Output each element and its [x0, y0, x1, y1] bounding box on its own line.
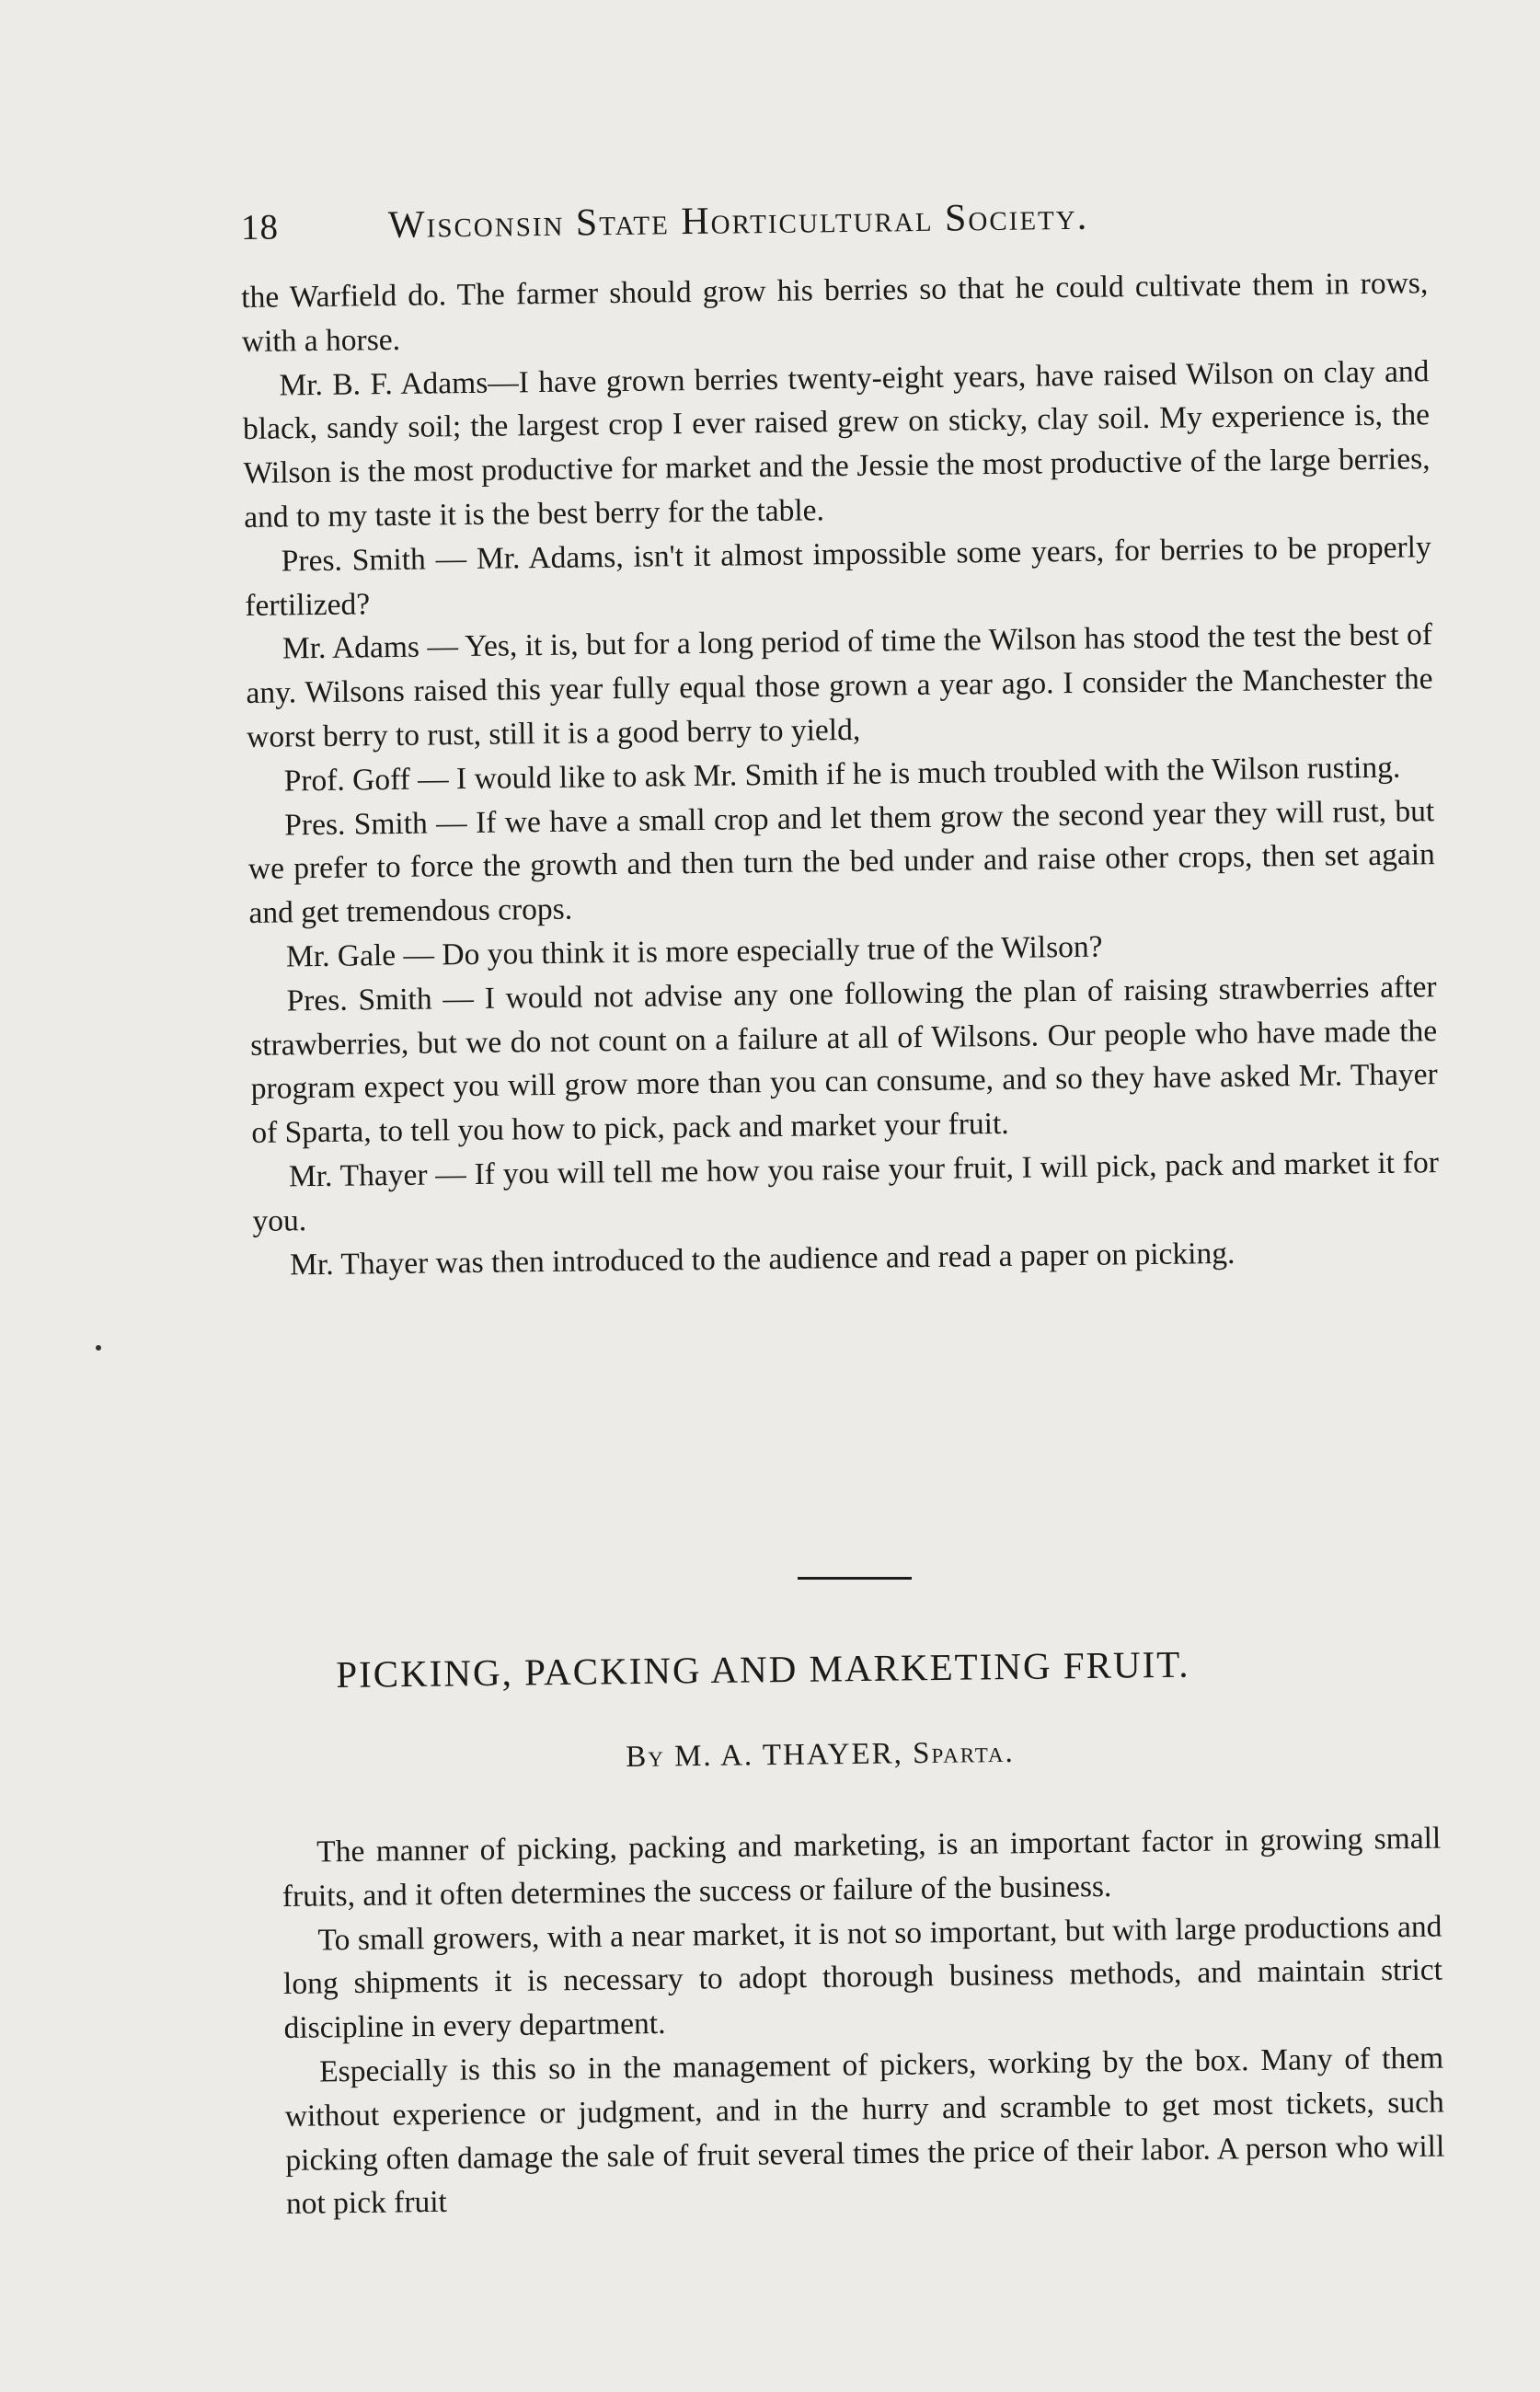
discussion-paragraph [241, 261, 1429, 363]
discussion-text [241, 261, 1440, 1287]
speaker-name: Prof. Goff — [283, 761, 457, 799]
speaker-name: Mr. B. F. Adams— [279, 364, 519, 403]
speaker-name: Pres. Smith — [284, 805, 477, 843]
article-body [282, 1817, 1445, 2227]
discussion-paragraph [249, 965, 1438, 1156]
discussion-text-run: I have grown berries twenty-eight years, have raised Wilson on clay and black, sandy soil; the largest crop I ever raised grew on sticky, clay soil. My experience is, the Wilson is the most productive for market and the Jessie the most productive of the large berries, and to my taste it is the best berry for the table. [242, 353, 1431, 535]
discussion-paragraph [246, 614, 1434, 760]
speaker-name: Pres. Smith — [281, 541, 477, 579]
print-speck [96, 1345, 101, 1351]
byline-author: M. A. THAYER, [673, 1737, 904, 1774]
discussion-text-run: I would not advise any one following the plan of raising strawberries after strawberries, but we do not count on a failure at all of Wilsons. Our people who have made the program expect you will grow more than you can consume, and so they have asked Mr. Thayer of Sparta, to tell you how to pick, pack and market your fruit. [249, 969, 1438, 1151]
discussion-text-run: Mr. Adams, isn't it almost impossible some years, for berries to be properly fertilized? [245, 529, 1431, 623]
speaker-name: Pres. Smith — [286, 981, 485, 1018]
page-number: 18 [240, 207, 280, 247]
discussion-text-run: Mr. Thayer was then introduced to the audience and read a paper on picking. [289, 1236, 1235, 1282]
article-title: PICKING, PACKING AND MARKETING FRUIT. [336, 1642, 1190, 1696]
discussion-paragraph [242, 350, 1431, 540]
discussion-paragraph [245, 525, 1432, 627]
discussion-text-run: If we have a small crop and let them grow the second year they will rust, but we prefer to force the growth and then turn the bed under and raise other crops, then set again and get tremendous crops. [247, 793, 1436, 931]
discussion-paragraph [247, 789, 1436, 936]
page-header [241, 185, 1272, 253]
discussion-text-run: Yes, it is, but for a long period of time the Wilson has stood the test the best of any. Wilsons raised this year fully equal those grown a year ago. I consider the Manchester the worst berry to rust, still it is a good berry to yield, [246, 617, 1433, 754]
byline-by: By [626, 1740, 666, 1774]
discussion-text-run: I would like to ask Mr. Smith if he is much troubled with the Wilson rusting. [455, 750, 1401, 796]
discussion-text-run: If you will tell me how you raise your fruit, I will pick, pack and market it for you. [252, 1145, 1440, 1238]
article-paragraph: To small growers, with a near market, it is not so important, but with large productions and long shipments it is necessary to adopt thorough business methods, and maintain strict discipline in every department. [282, 1909, 1443, 2046]
discussion-text-run: the Warfield do. The farmer should grow his berries so that he could cultivate them in rows, with a horse. [241, 266, 1429, 359]
section-divider [798, 1577, 912, 1580]
article-paragraph: Especially is this so in the management of pickers, working by the box. Many of them without experience or judgment, and in the hurry and scramble to get most tickets, such picking often damage the sale of fruit several times the price of their labor. A person who will not pick fruit [284, 2041, 1445, 2222]
speaker-name: Mr. Gale — [285, 937, 442, 974]
discussion-text-run: Do you think it is more especially true of the Wilson? [442, 929, 1103, 972]
speaker-name: Mr. Thayer — [288, 1156, 475, 1194]
article-byline [626, 1736, 1015, 1775]
running-head: Wisconsin State Horticultural Society. [387, 195, 1089, 247]
speaker-name: Mr. Adams — [282, 629, 465, 666]
byline-place: Sparta. [912, 1735, 1016, 1771]
discussion-paragraph [252, 1141, 1440, 1243]
article-paragraph: The manner of picking, packing and marketing, is an important factor in growing small fruits, and it often determines the success or failure of the business. [282, 1821, 1442, 1914]
